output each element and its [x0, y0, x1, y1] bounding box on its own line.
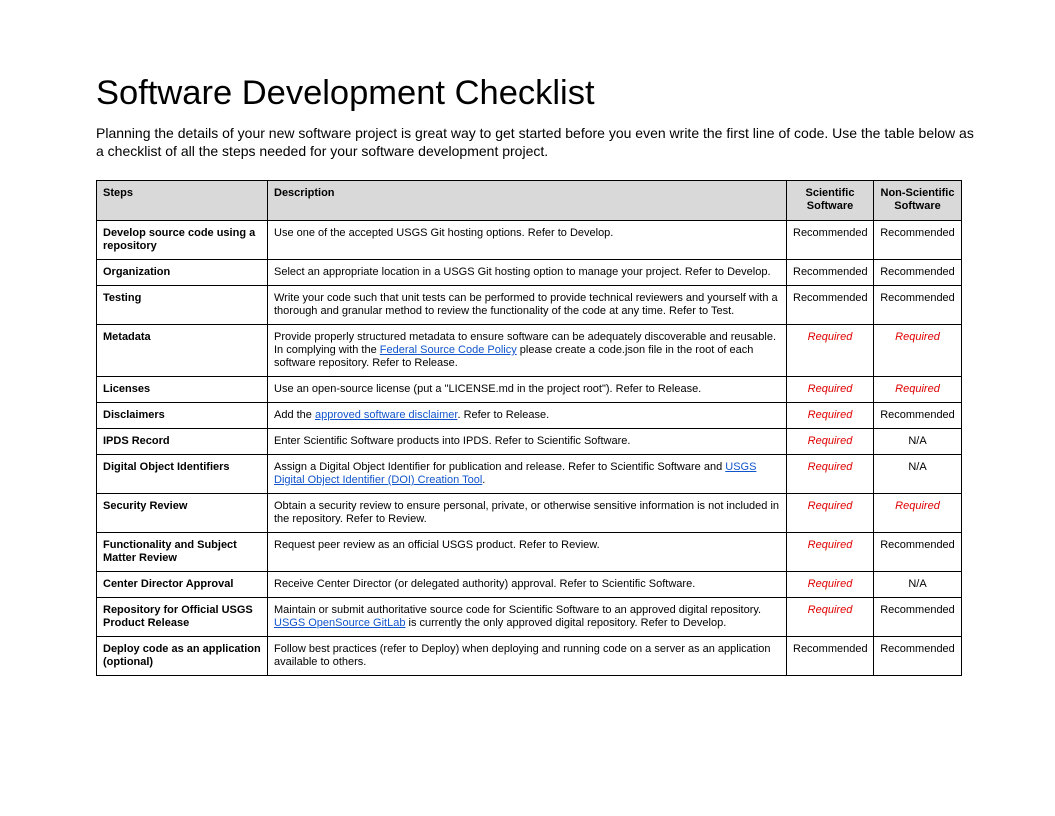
header-row [97, 181, 962, 221]
reference-link[interactable]: Federal Source Code Policy [379, 344, 517, 356]
table-row [97, 533, 962, 572]
table-row [97, 260, 962, 286]
scientific-requirement [787, 429, 874, 455]
requirement-value: Required [807, 539, 853, 551]
reference-link[interactable]: USGS OpenSource GitLab [274, 617, 406, 629]
description-text: Use an open-source license (put a "LICENSE.md in the project root"). Refer to Release. [274, 383, 702, 395]
requirement-value: Required [807, 331, 853, 343]
step-name: Develop source code using a repository [97, 221, 268, 260]
table-row [97, 377, 962, 403]
scientific-requirement [787, 598, 874, 637]
requirement-value: N/A [908, 435, 927, 447]
requirement-value: Required [807, 578, 853, 590]
description-text: Select an appropriate location in a USGS Git hosting option to manage your project. Refer to Develop. [274, 266, 771, 278]
non-scientific-requirement [874, 325, 962, 377]
step-description [268, 637, 787, 676]
requirement-value: Required [807, 383, 853, 395]
description-text: . Refer to Release. [457, 409, 550, 421]
step-description [268, 429, 787, 455]
requirement-value: Recommended [793, 643, 868, 655]
checklist-rows [97, 221, 962, 676]
description-text: . [482, 474, 486, 486]
table-row [97, 221, 962, 260]
requirement-value: Recommended [880, 539, 955, 551]
table-row [97, 494, 962, 533]
requirement-value: Required [807, 435, 853, 447]
step-name: Metadata [97, 325, 268, 377]
step-name: Center Director Approval [97, 572, 268, 598]
step-name: Security Review [97, 494, 268, 533]
scientific-requirement [787, 572, 874, 598]
header-non-scientific: Non-Scientific Software [874, 181, 962, 221]
requirement-value: Required [895, 383, 940, 395]
description-text: Use one of the accepted USGS Git hosting options. Refer to Develop. [274, 227, 614, 239]
table-row [97, 455, 962, 494]
requirement-value: Recommended [793, 227, 868, 239]
non-scientific-requirement [874, 403, 962, 429]
non-scientific-requirement [874, 429, 962, 455]
step-name: IPDS Record [97, 429, 268, 455]
header-scientific: Scientific Software [787, 181, 874, 221]
requirement-value: N/A [908, 578, 927, 590]
description-text: please create a code.json file in the root of each software repository. Refer to Release. [274, 344, 754, 369]
description-text: Follow best practices (refer to Deploy) when deploying and running code on a server as an application available to others. [274, 643, 771, 668]
requirement-value: Required [807, 500, 853, 512]
header-steps: Steps [97, 181, 268, 221]
step-name: Organization [97, 260, 268, 286]
requirement-value: Recommended [880, 643, 955, 655]
step-description [268, 598, 787, 637]
step-description [268, 325, 787, 377]
non-scientific-requirement [874, 598, 962, 637]
step-description [268, 221, 787, 260]
table-row [97, 286, 962, 325]
description-text: Receive Center Director (or delegated authority) approval. Refer to Scientific Software. [274, 578, 696, 590]
step-description [268, 494, 787, 533]
step-description [268, 286, 787, 325]
non-scientific-requirement [874, 455, 962, 494]
step-description [268, 455, 787, 494]
description-text: Provide properly structured metadata to ensure software can be adequately discoverable and reusable. In complying with the [274, 331, 777, 356]
step-name: Digital Object Identifiers [97, 455, 268, 494]
scientific-requirement [787, 533, 874, 572]
description-text: Maintain or submit authoritative source code for Scientific Software to an approved digital repository. [274, 604, 762, 616]
description-text: Request peer review as an official USGS product. Refer to Review. [274, 539, 600, 551]
requirement-value: Required [807, 461, 853, 473]
scientific-requirement [787, 494, 874, 533]
table-row [97, 598, 962, 637]
description-text: Add the [274, 409, 315, 421]
description-text: Assign a Digital Object Identifier for publication and release. Refer to Scientific Software and [274, 461, 726, 473]
non-scientific-requirement [874, 637, 962, 676]
requirement-value: Recommended [793, 292, 868, 304]
requirement-value: N/A [908, 461, 927, 473]
step-description [268, 572, 787, 598]
table-row [97, 429, 962, 455]
reference-link[interactable]: USGS Digital Object Identifier (DOI) Creation Tool [274, 461, 757, 486]
description-text: is currently the only approved digital repository. Refer to Develop. [405, 617, 727, 629]
requirement-value: Required [895, 331, 940, 343]
requirement-value: Recommended [793, 266, 868, 278]
scientific-requirement [787, 377, 874, 403]
non-scientific-requirement [874, 533, 962, 572]
scientific-requirement [787, 637, 874, 676]
step-name: Disclaimers [97, 403, 268, 429]
requirement-value: Required [807, 409, 853, 421]
requirement-value: Recommended [880, 604, 955, 616]
description-text: Enter Scientific Software products into IPDS. Refer to Scientific Software. [274, 435, 631, 447]
scientific-requirement [787, 286, 874, 325]
step-description [268, 377, 787, 403]
requirement-value: Required [807, 604, 853, 616]
requirement-value: Recommended [880, 409, 955, 421]
step-description [268, 260, 787, 286]
step-description [268, 403, 787, 429]
description-text: Obtain a security review to ensure personal, private, or otherwise sensitive information is not included in the repository. Refer to Review. [274, 500, 780, 525]
non-scientific-requirement [874, 221, 962, 260]
non-scientific-requirement [874, 572, 962, 598]
page-title: Software Development Checklist [96, 74, 595, 112]
checklist-table [96, 180, 962, 676]
intro-paragraph: Planning the details of your new software project is great way to get started before you even write the first line of code. Use the table below as a checklist of all the steps needed for your software development project. [96, 125, 974, 159]
step-name: Deploy code as an application (optional) [97, 637, 268, 676]
scientific-requirement [787, 455, 874, 494]
table-row [97, 572, 962, 598]
step-name: Licenses [97, 377, 268, 403]
description-text: Write your code such that unit tests can be performed to provide technical reviewers and yourself with a thorough and granular method to review the functionality of the code at any time. Refer to Test. [274, 292, 778, 317]
requirement-value: Required [895, 500, 940, 512]
requirement-value: Recommended [880, 292, 955, 304]
step-name: Functionality and Subject Matter Review [97, 533, 268, 572]
scientific-requirement [787, 221, 874, 260]
scientific-requirement [787, 325, 874, 377]
header-description: Description [268, 181, 787, 221]
step-name: Repository for Official USGS Product Release [97, 598, 268, 637]
requirement-value: Recommended [880, 266, 955, 278]
requirement-value: Recommended [880, 227, 955, 239]
scientific-requirement [787, 260, 874, 286]
step-name: Testing [97, 286, 268, 325]
table-row [97, 637, 962, 676]
table-row [97, 325, 962, 377]
reference-link[interactable]: approved software disclaimer [314, 409, 458, 421]
step-description [268, 533, 787, 572]
non-scientific-requirement [874, 494, 962, 533]
non-scientific-requirement [874, 286, 962, 325]
non-scientific-requirement [874, 260, 962, 286]
table-row [97, 403, 962, 429]
non-scientific-requirement [874, 377, 962, 403]
scientific-requirement [787, 403, 874, 429]
